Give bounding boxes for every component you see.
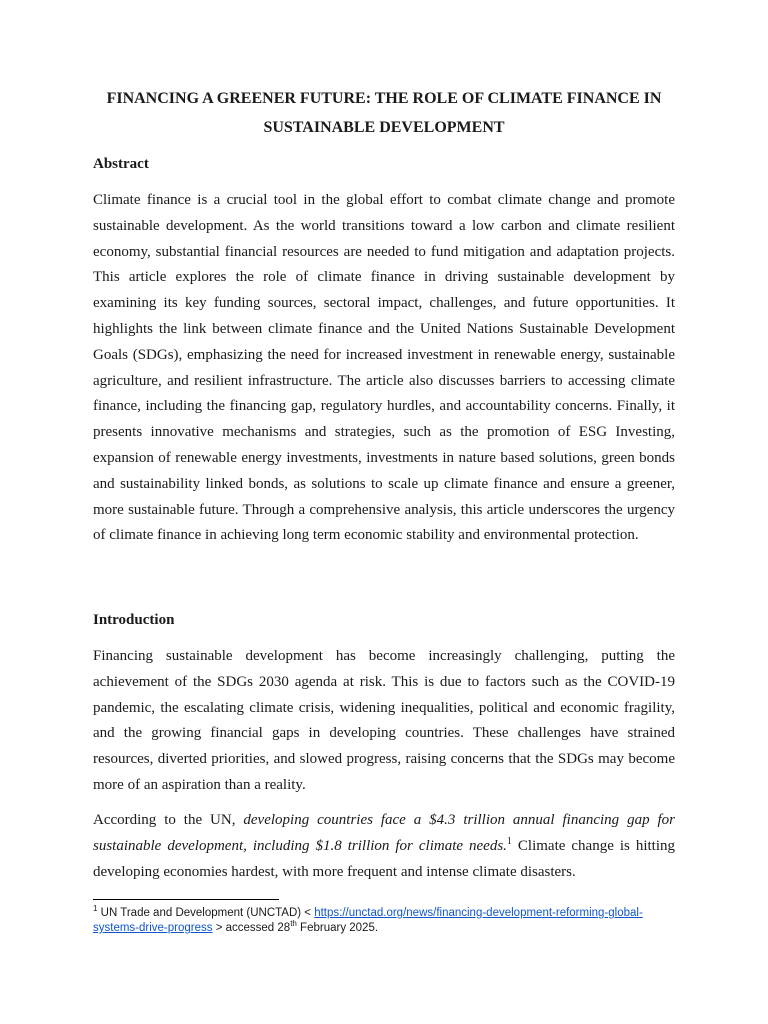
footnote-ordinal-suffix: th [290,919,297,929]
paragraph-2-lead: According to the UN, [93,812,244,828]
footnote-accessed-prefix: > accessed 28 [212,922,291,934]
footnote-reference[interactable]: 1 [506,835,512,847]
introduction-heading: Introduction [93,612,175,628]
abstract-heading: Abstract [93,156,149,172]
footnote-separator [93,899,279,900]
introduction-paragraph-1: Financing sustainable development has become increasingly challenging, putting the achievement of the SDGs 2030 agenda at risk. This is due to factors such as the COVID-19 pandemic, the escalating climate crisis, widening inequalities, political and economic fragility, and the growing financial gaps in developing countries. These challenges have strained resources, diverted priorities, and slowed progress, raising concerns that the SDGs may become more of an aspiration than a reality. [93,648,675,793]
footnote-number: 1 [93,904,98,914]
paragraph-2-tail: Climate change is hitting developing economies hardest, with more frequent and intense climate disasters. [93,837,675,880]
footnote-accessed-rest: February 2025. [296,922,379,934]
footnote-1 [93,906,678,936]
footnote-link[interactable]: https://unctad.org/news/financing-development-reforming-global-systems-drive-progress [93,907,643,934]
document-title: FINANCING A GREENER FUTURE: THE ROLE OF CLIMATE FINANCE IN SUSTAINABLE DEVELOPMENT [106,90,662,136]
introduction-paragraph-2 [93,808,675,885]
paragraph-2-emphasis: developing countries face a $4.3 trillion annual financing gap for sustainable development, including $1.8 trillion for climate needs. [93,812,676,854]
footnote-source: UN Trade and Development (UNCTAD) < [97,907,315,919]
abstract-text: Climate finance is a crucial tool in the global effort to combat climate change and promote sustainable development. As the world transitions toward a low carbon and climate resilient economy, substantial financial resources are needed to fund mitigation and adaptation projects. This article explores the role of climate finance in driving sustainable development by examining its key funding sources, sectoral impact, challenges, and future opportunities. It highlights the link between climate finance and the United Nations Sustainable Development Goals (SDGs), emphasizing the need for increased investment in renewable energy, sustainable agriculture, and resilient infrastructure. The article also discusses barriers to accessing climate finance, including the financing gap, regulatory hurdles, and accountability concerns. Finally, it presents innovative mechanisms and strategies, such as the promotion of ESG Investing, expansion of renewable energy investments, investments in nature based solutions, green bonds and sustainability linked bonds, as solutions to scale up climate finance and ensure a greener, more sustainable future. Through a comprehensive analysis, this article underscores the urgency of climate finance in achieving long term economic stability and environmental protection. [93,192,675,544]
